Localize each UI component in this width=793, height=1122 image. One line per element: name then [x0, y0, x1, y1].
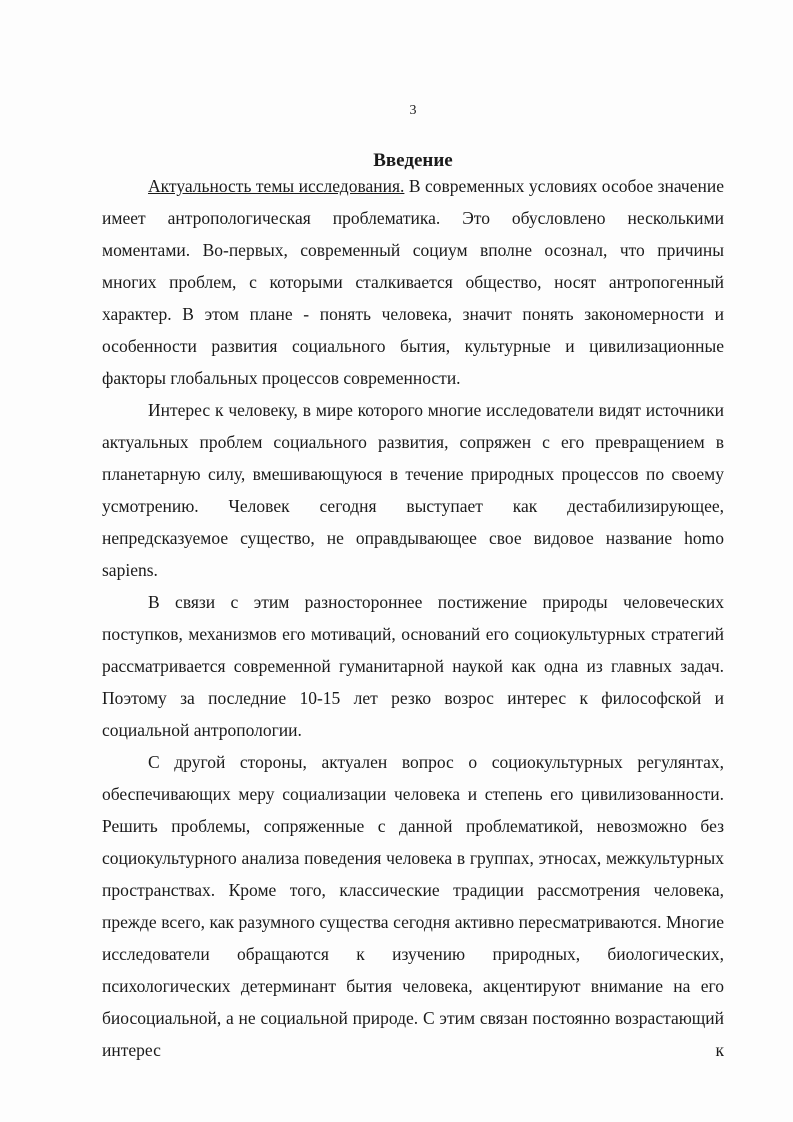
paragraph-4: С другой стороны, актуален вопрос о социокультурных регулянтах, обеспечивающих меру социализации человека и степень его цивилизованности. Решить проблемы, сопряженные с данной проблематикой, невозможно без социокультурного анализа поведения человека в группах, этносах, межкультурных пространствах. Кроме того, классические традиции рассмотрения человека, прежде всего, как разумного существа сегодня активно пересматриваются. Многие исследователи обращаются к изучению природных, биологических, психологических детерминант бытия человека, акцентируют внимание на его биосоциальной, а не социальной природе. С этим связан постоянно возрастающий интерес к	[102, 752, 724, 1060]
page-number: 3	[409, 103, 417, 118]
paragraph-1-text: В современных условиях особое значение имеет антропологическая проблематика. Это обусловлено несколькими моментами. Во-первых, современный социум вполне осознал, что причины многих проблем, с которыми сталкивается общество, носят антропогенный характер. В этом плане - понять человека, значит понять закономерности и особенности развития социального бытия, культурные и цивилизационные факторы глобальных процессов современности.	[102, 176, 724, 388]
topic-relevance-heading: Актуальность темы исследования.	[148, 176, 405, 196]
body-text	[102, 170, 724, 1066]
paragraph-1	[102, 170, 724, 394]
paragraph-2: Интерес к человеку, в мире которого многие исследователи видят источники актуальных проблем социального развития, сопряжен с его превращением в планетарную силу, вмешивающуюся в течение природных процессов по своему усмотрению. Человек сегодня выступает как дестабилизирующее, непредсказуемое существо, не оправдывающее свое видовое название homo sapiens.	[102, 400, 724, 580]
paragraph-3: В связи с этим разностороннее постижение природы человеческих поступков, механизмов его мотиваций, оснований его социокультурных стратегий рассматривается современной гуманитарной наукой как одна из главных задач. Поэтому за последние 10-15 лет резко возрос интерес к философской и социальной антропологии.	[102, 592, 724, 740]
page-title: Введение	[373, 150, 453, 171]
